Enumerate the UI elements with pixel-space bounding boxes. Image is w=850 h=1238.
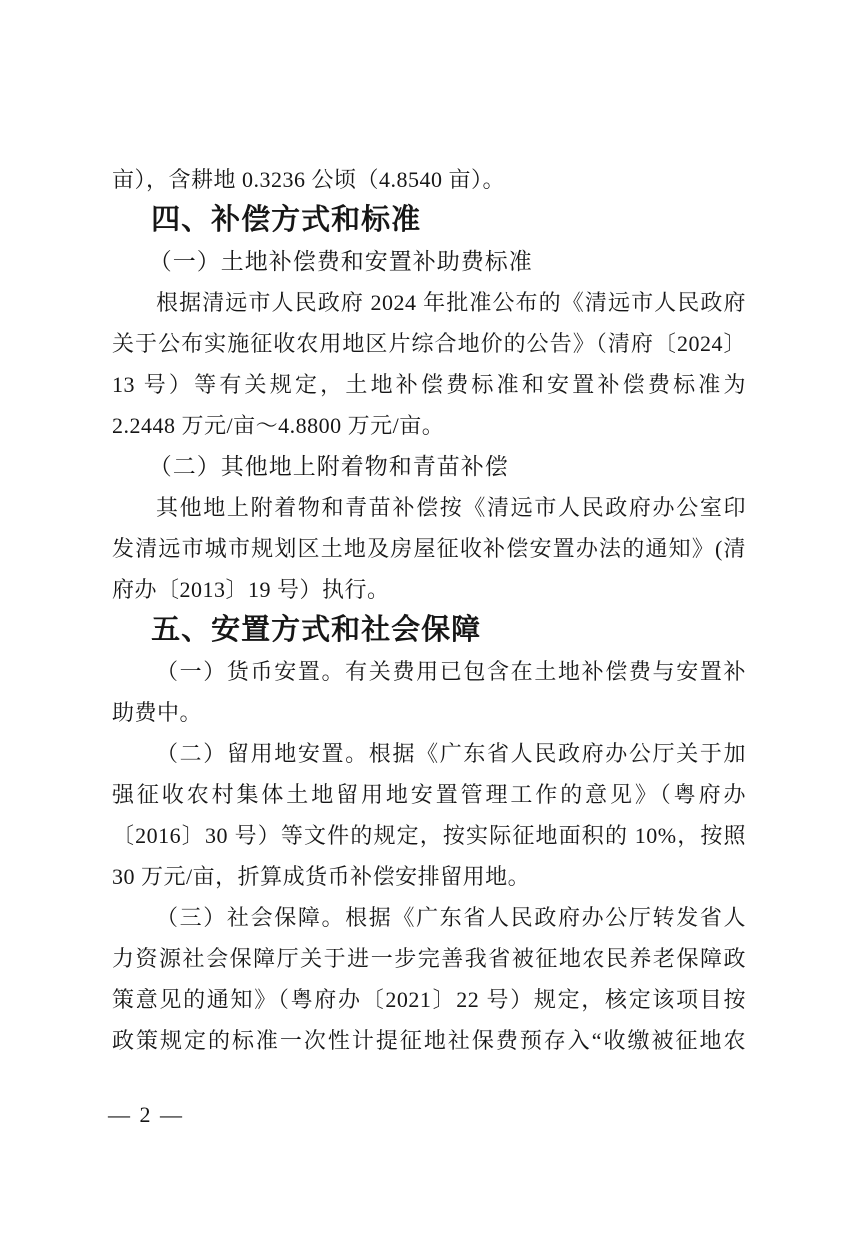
text-line: 关于公布实施征收农用地区片综合地价的公告》（清府〔2024〕 xyxy=(112,331,746,356)
text-line: 其他地上附着物和青苗补偿按《清远市人民政府办公室印 xyxy=(156,495,746,520)
text-line: （一）货币安置。有关费用已包含在土地补偿费与安置补 xyxy=(156,659,746,684)
text-line: 策意见的通知》（粤府办〔2021〕22 号）规定，核定该项目按 xyxy=(112,987,746,1012)
subsection-heading: （二）其他地上附着物和青苗补偿 xyxy=(148,454,509,479)
section-heading: 五、安置方式和社会保障 xyxy=(151,614,482,646)
text-line: 〔2016〕30 号）等文件的规定，按实际征地面积的 10%，按照 xyxy=(112,823,746,848)
text-line: 力资源社会保障厅关于进一步完善我省被征地农民养老保障政 xyxy=(112,946,746,971)
text-line: 2.2448 万元/亩～4.8800 万元/亩。 xyxy=(112,413,445,438)
text-line: （三）社会保障。根据《广东省人民政府办公厅转发省人 xyxy=(156,905,746,930)
text-line: 助费中。 xyxy=(112,700,203,725)
text-line: （二）留用地安置。根据《广东省人民政府办公厅关于加 xyxy=(156,741,746,766)
page-number: — 2 — xyxy=(108,1102,184,1127)
text-line: 府办〔2013〕19 号）执行。 xyxy=(112,577,390,602)
section-heading: 四、补偿方式和标准 xyxy=(151,204,422,236)
text-line: 30 万元/亩，折算成货币补偿安排留用地。 xyxy=(112,864,531,889)
page-content xyxy=(112,159,746,1061)
text-line: 发清远市城市规划区土地及房屋征收补偿安置办法的通知》(清 xyxy=(112,536,746,561)
text-line: 亩），含耕地 0.3236 公顷（4.8540 亩）。 xyxy=(112,167,506,192)
text-line: 根据清远市人民政府 2024 年批准公布的《清远市人民政府 xyxy=(156,290,746,315)
text-line: 13 号）等有关规定，土地补偿费标准和安置补偿费标准为 xyxy=(112,372,746,397)
subsection-heading: （一）土地补偿费和安置补助费标准 xyxy=(148,249,533,274)
text-line: 强征收农村集体土地留用地安置管理工作的意见》（粤府办 xyxy=(112,782,746,807)
text-line: 政策规定的标准一次性计提征地社保费预存入“收缴被征地农 xyxy=(112,1028,746,1053)
